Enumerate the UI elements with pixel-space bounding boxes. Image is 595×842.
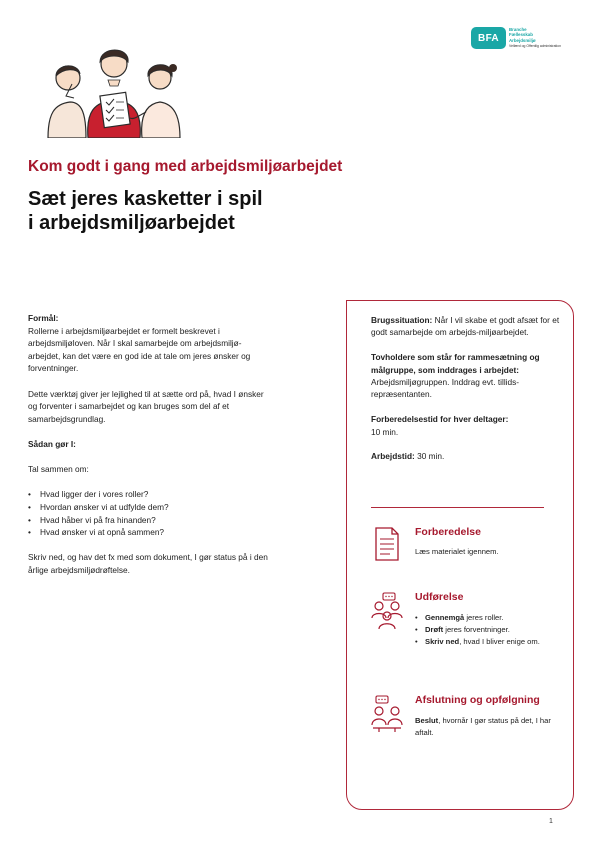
people-checklist-illustration <box>42 38 184 138</box>
howto-heading: Sådan gør I: <box>28 438 76 449</box>
purpose-text: Rollerne i arbejdsmiljøarbejdet er formelt beskrevet i arbejdsmiljøloven. Når I skal samarbejde om arbejdsmiljø-arbejdet, kan det være en god ide at tale om jeres ønsker og forventninger. <box>28 325 251 374</box>
logo-line: Arbejdsmiljø <box>509 37 536 43</box>
logo-line: Fællesskab <box>509 32 533 38</box>
followup-text <box>415 715 555 739</box>
execution-list-wrap <box>415 612 565 648</box>
list-item: • Hvad ønsker vi at opnå sammen? <box>28 526 273 539</box>
usage-label: Brugssituation: <box>371 315 433 325</box>
document-icon <box>370 526 404 562</box>
facilitators-label: Tovholdere som står for rammesætning og målgruppe, som inddrages i arbejdet: <box>371 352 540 375</box>
list-item: • Hvad håber vi på fra hinanden? <box>28 514 273 527</box>
usage-text: Når I vil skabe et godt afsæt for et godt samarbejde om arbejds-miljøarbejdet. <box>371 315 560 338</box>
purpose-heading: Formål: <box>28 313 59 323</box>
talk-intro: Tal sammen om: <box>28 464 89 475</box>
main-text-column <box>28 312 273 589</box>
prep-value: 10 min. <box>371 426 399 437</box>
worktime-label: Arbejdstid: <box>371 451 415 462</box>
list-item <box>415 636 565 648</box>
bfa-logo <box>471 27 561 49</box>
item-text: , hvad I bliver enige om. <box>459 637 540 646</box>
execution-list <box>415 612 565 648</box>
list-item: • Hvad ligger der i vores roller? <box>28 488 273 501</box>
item-bold: Drøft <box>425 625 444 634</box>
panel-divider <box>371 507 544 508</box>
meeting-icon <box>370 695 404 733</box>
info-block <box>371 314 561 475</box>
logo-line: Branche <box>509 27 527 33</box>
item-text: jeres forventninger. <box>443 625 510 634</box>
list-item <box>415 612 565 624</box>
item-bold: Gennemgå <box>425 613 465 622</box>
logo-badge: BFA <box>471 27 506 49</box>
preparation-text: Læs materialet igennem. <box>415 547 499 556</box>
followup-bold: Beslut <box>415 716 439 725</box>
page-number: 1 <box>549 818 553 825</box>
execution-title: Udførelse <box>415 591 464 603</box>
work-time <box>371 450 561 462</box>
prep-time <box>371 413 561 438</box>
logo-text <box>509 27 561 49</box>
followup-title: Afslutning og opfølgning <box>415 694 540 706</box>
item-bold: Skriv ned <box>425 637 460 646</box>
preparation-title: Forberedelse <box>415 526 481 538</box>
title-line-1: Sæt jeres kasketter i spil <box>28 188 263 210</box>
tool-description: Dette værktøj giver jer lejlighed til at sætte ord på, hvad I ønsker og forventer i samarbejdet og kan bruges som del af et samarbejdsgrundlag. <box>28 388 264 424</box>
page-title <box>28 187 328 235</box>
kicker-heading: Kom godt i gang med arbejdsmiljøarbejdet <box>28 158 343 175</box>
question-list <box>28 488 273 538</box>
facilitators-text: Arbejdsmiljøgruppen. Inddrag evt. tillids-repræsentanten. <box>371 377 520 400</box>
list-item: • Hvordan ønsker vi at udfylde dem? <box>28 501 273 514</box>
worktime-value: 30 min. <box>414 451 445 462</box>
group-discussion-icon <box>370 592 404 630</box>
closing-text: Skriv ned, og hav det fx med som dokument, I gør status på i den årlige arbejdsmiljødrøftelse. <box>28 552 268 575</box>
logo-subline: Velfærd og Offentlig administration <box>509 43 561 48</box>
title-line-2: i arbejdsmiljøarbejdet <box>28 212 235 234</box>
item-text: jeres roller. <box>464 613 504 622</box>
list-item <box>415 624 565 636</box>
followup-rest: , hvornår I gør status på det, I har aftalt. <box>415 716 551 737</box>
prep-label: Forberedelsestid for hver deltager: <box>371 414 509 425</box>
usage-situation <box>371 314 561 339</box>
facilitators <box>371 351 561 401</box>
